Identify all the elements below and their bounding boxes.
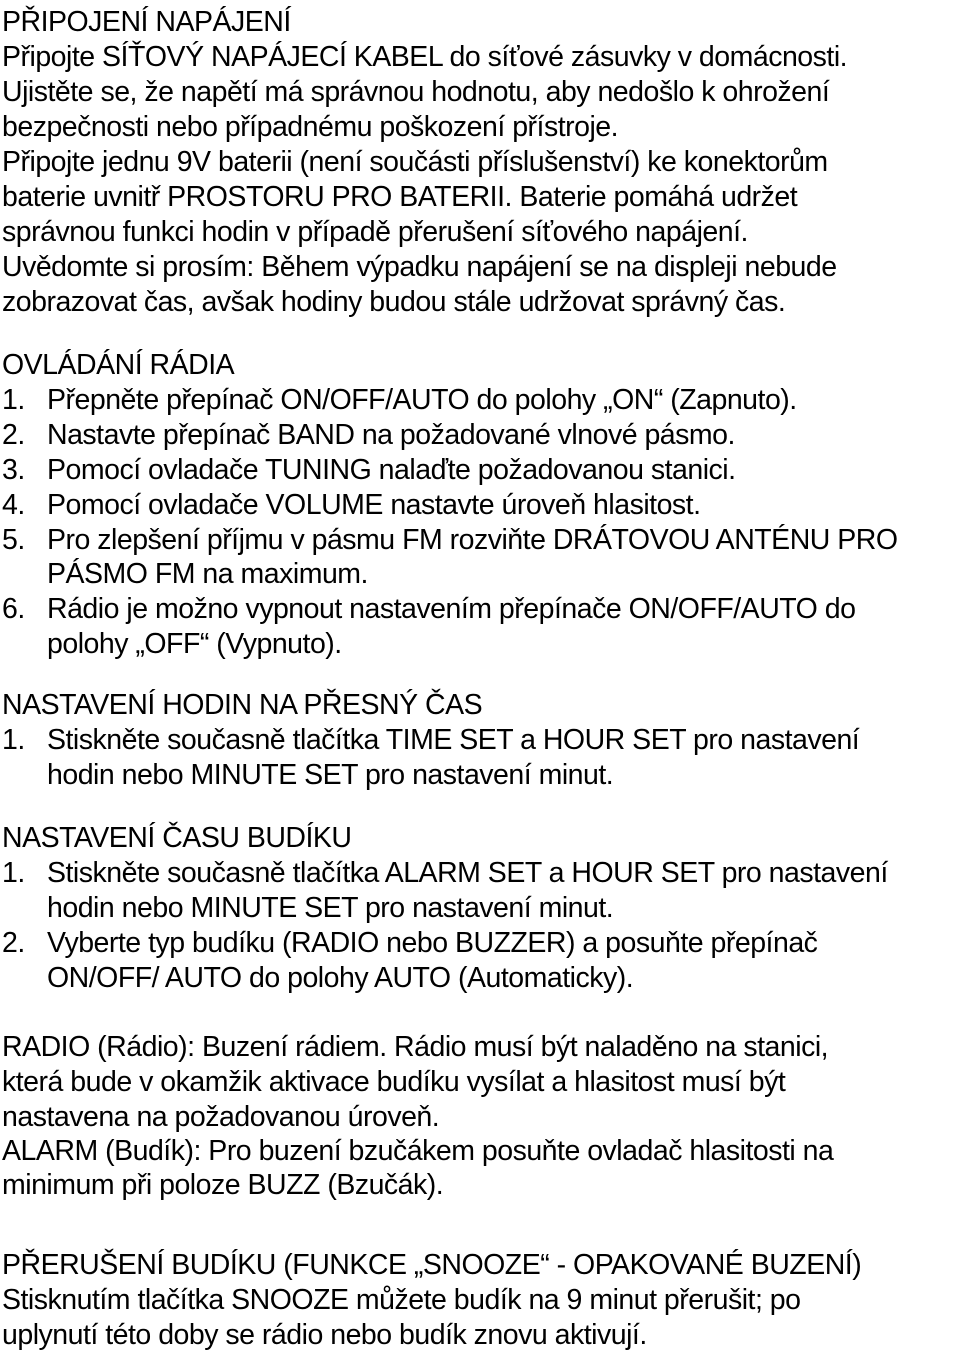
paragraph-line: bezpečnosti nebo případnému poškození přístroje. [2, 111, 619, 143]
paragraph-line: správnou funkci hodin v případě přerušení síťového napájení. [2, 216, 748, 248]
list-item-number: 2. [2, 927, 25, 959]
section-heading-alarm: NASTAVENÍ ČASU BUDÍKU [2, 822, 352, 854]
list-item-number: 1. [2, 384, 25, 416]
list-item-number: 1. [2, 857, 25, 889]
section-heading-snooze: PŘERUŠENÍ BUDÍKU (FUNKCE „SNOOZE“ - OPAKOVANÉ BUZENÍ) [2, 1249, 862, 1281]
list-item-text: Pro zlepšení příjmu v pásmu FM rozviňte DRÁTOVOU ANTÉNU PRO [47, 524, 898, 556]
list-item-text: hodin nebo MINUTE SET pro nastavení minut. [47, 892, 614, 924]
paragraph-line: ALARM (Budík): Pro buzení bzučákem posuňte ovladač hlasitosti na [2, 1135, 834, 1167]
paragraph-line: Stisknutím tlačítka SNOOZE můžete budík na 9 minut přerušit; po [2, 1284, 801, 1316]
section-heading-power: PŘIPOJENÍ NAPÁJENÍ [2, 6, 291, 38]
list-item-text: PÁSMO FM na maximum. [47, 558, 368, 590]
paragraph-line: nastavena na požadovanou úroveň. [2, 1101, 440, 1133]
list-item-text: Stiskněte současně tlačítka ALARM SET a HOUR SET pro nastavení [47, 857, 888, 889]
list-item-number: 6. [2, 593, 25, 625]
list-item-text: Vyberte typ budíku (RADIO nebo BUZZER) a posuňte přepínač [47, 927, 818, 959]
paragraph-line: Uvědomte si prosím: Během výpadku napájení se na displeji nebude [2, 251, 837, 283]
list-item-text: Rádio je možno vypnout nastavením přepínače ON/OFF/AUTO do [47, 593, 856, 625]
paragraph-line: Připojte jednu 9V baterii (není součásti příslušenství) ke konektorům [2, 146, 828, 178]
list-item-text: Přepněte přepínač ON/OFF/AUTO do polohy „ON“ (Zapnuto). [47, 384, 797, 416]
list-item-number: 2. [2, 419, 25, 451]
list-item-text: Pomocí ovladače VOLUME nastavte úroveň hlasitost. [47, 489, 701, 521]
list-item-number: 4. [2, 489, 25, 521]
list-item-number: 1. [2, 724, 25, 756]
paragraph-line: RADIO (Rádio): Buzení rádiem. Rádio musí být naladěno na stanici, [2, 1031, 829, 1063]
list-item-text: Nastavte přepínač BAND na požadované vlnové pásmo. [47, 419, 735, 451]
list-item-text: ON/OFF/ AUTO do polohy AUTO (Automaticky). [47, 962, 634, 994]
list-item-text: Pomocí ovladače TUNING nalaďte požadovanou stanici. [47, 454, 736, 486]
paragraph-line: baterie uvnitř PROSTORU PRO BATERII. Baterie pomáhá udržet [2, 181, 798, 213]
paragraph-line: zobrazovat čas, avšak hodiny budou stále udržovat správný čas. [2, 286, 786, 318]
list-item-text: hodin nebo MINUTE SET pro nastavení minut. [47, 759, 614, 791]
list-item-number: 3. [2, 454, 25, 486]
paragraph-line: Ujistěte se, že napětí má správnou hodnotu, aby nedošlo k ohrožení [2, 76, 830, 108]
list-item-text: polohy „OFF“ (Vypnuto). [47, 628, 342, 660]
list-item-number: 5. [2, 524, 25, 556]
paragraph-line: která bude v okamžik aktivace budíku vysílat a hlasitost musí být [2, 1066, 786, 1098]
paragraph-line: uplynutí této doby se rádio nebo budík znovu aktivují. [2, 1319, 647, 1351]
paragraph-line: minimum při poloze BUZZ (Bzučák). [2, 1169, 444, 1201]
section-heading-clock: NASTAVENÍ HODIN NA PŘESNÝ ČAS [2, 689, 483, 721]
list-item-text: Stiskněte současně tlačítka TIME SET a HOUR SET pro nastavení [47, 724, 860, 756]
section-heading-radio: OVLÁDÁNÍ RÁDIA [2, 349, 235, 381]
paragraph-line: Připojte SÍŤOVÝ NAPÁJECÍ KABEL do síťové zásuvky v domácnosti. [2, 41, 848, 73]
